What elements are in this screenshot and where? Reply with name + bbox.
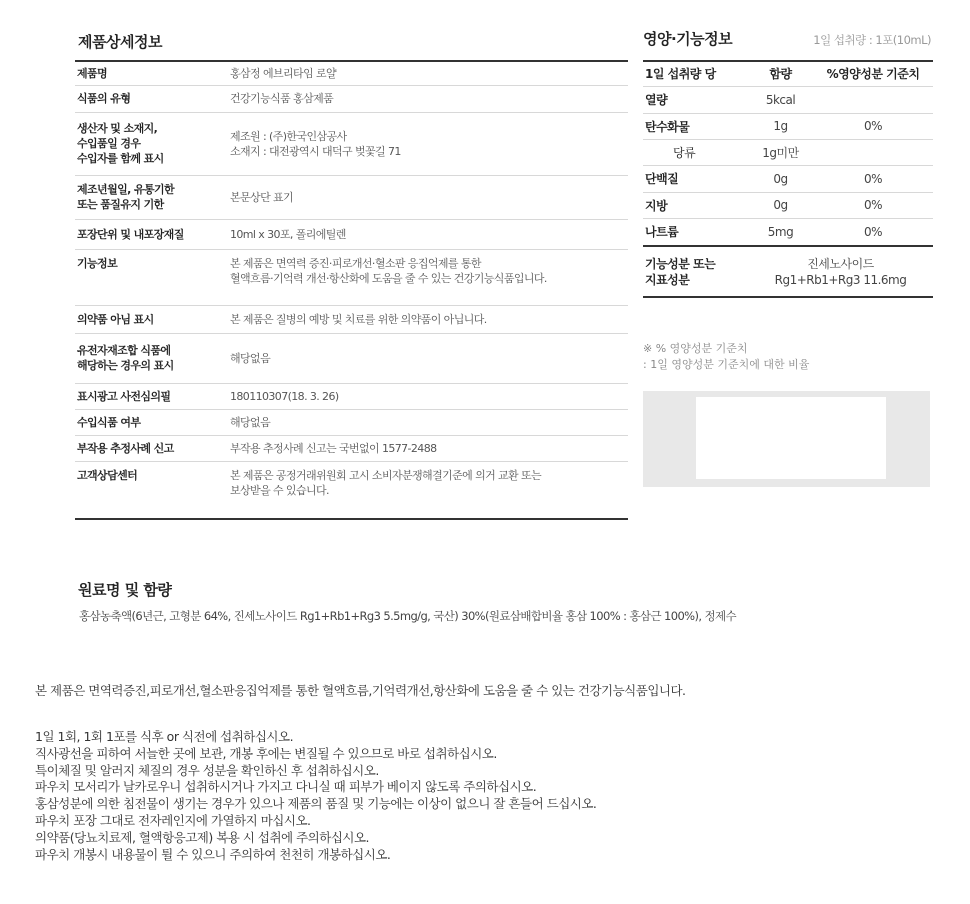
row-label: 부작용 추정사례 신고 (77, 441, 174, 455)
nutrient-amount: 5mg (767, 224, 794, 239)
product-info-table (75, 60, 628, 520)
nutrition-table (643, 60, 933, 298)
product-info-title: 제품상세정보 (78, 33, 162, 51)
usage-line: 특이체질 및 알러지 체질의 경우 성분을 확인하신 후 섭취하십시오. (35, 762, 379, 778)
nutrient-percent: 0% (863, 119, 883, 133)
nutrient-amount: 0g (773, 171, 788, 186)
ingredients-text: 홍삼농축액(6년근, 고형분 64%, 진세노사이드 Rg1+Rb1+Rg3 5.5mg/g, 국산) 30%(원료삼배합비율 홍삼 100% : 홍삼근 100%), 정제수 (79, 609, 737, 623)
nutrient-amount: 1g미만 (762, 145, 799, 160)
row-label: 제조년월일, 유통기한 또는 품질유지 기한 (77, 183, 175, 211)
table-row (643, 192, 933, 218)
product-description: 본 제품은 면역력증진,피로개선,혈소판응집억제를 통한 혈액흐름,기억력개선,항산화에 도움을 줄 수 있는 건강기능식품입니다. (35, 683, 686, 698)
row-value: 본문상단 표기 (230, 190, 294, 204)
table-row (643, 86, 933, 113)
table-row (643, 113, 933, 139)
nutrient-name: 당류 (673, 145, 696, 160)
nutrition-note: ※ % 영양성분 기준치 : 1일 영양성분 기준치에 대한 비율 (643, 342, 810, 371)
nutrient-amount: 5kcal (765, 92, 796, 107)
table-row (75, 112, 628, 175)
nutrient-percent (813, 86, 933, 113)
nutrition-header (643, 28, 933, 49)
functional-label: 기능성분 또는 지표성분 (645, 256, 716, 287)
nutrient-amount: 1g (773, 119, 788, 133)
table-row (75, 219, 628, 249)
table-row (75, 435, 628, 461)
functional-value: 진세노사이드 Rg1+Rb1+Rg3 11.6mg (774, 256, 907, 287)
row-value: 본 제품은 면역력 증진·피로개선·혈소판 응집억제를 통한 혈액흐름·기억력 개선·항산화에 도움을 줄 수 있는 건강기능식품입니다. (230, 256, 547, 285)
row-value: 해당없음 (230, 351, 271, 365)
serving-size: 1일 섭취량 : 1포(10mL) (813, 33, 931, 47)
table-row (75, 333, 628, 383)
row-value: 홍삼정 에브리타임 로얄 (230, 66, 337, 80)
usage-instructions (35, 729, 596, 863)
nutrient-percent (813, 139, 933, 165)
usage-line: 파우치 포장 그대로 전자레인지에 가열하지 마십시오. (35, 812, 311, 828)
table-row (75, 85, 628, 112)
table-row (75, 409, 628, 435)
table-header-row (643, 61, 933, 86)
nutrient-name: 단백질 (645, 172, 679, 186)
table-row (75, 305, 628, 333)
nutrient-name: 지방 (645, 198, 668, 213)
nutrient-percent: 0% (863, 224, 883, 239)
row-label: 기능정보 (77, 256, 118, 270)
nutrient-name: 나트륨 (645, 225, 679, 240)
nutrient-amount: 0g (773, 198, 788, 212)
nutrient-percent: 0% (863, 198, 883, 212)
usage-line: 직사광선을 피하여 서늘한 곳에 보관, 개봉 후에는 변질될 수 있으므로 바로 섭취하십시오. (35, 745, 497, 761)
nutrition-title: 영양·기능정보 (643, 30, 733, 48)
header-amount: 함량 (769, 67, 792, 82)
functional-row (643, 246, 933, 297)
row-label: 포장단위 및 내포장재질 (77, 227, 184, 241)
row-label: 의약품 아님 표시 (77, 312, 154, 326)
header-percent: %영양성분 기준치 (826, 67, 920, 82)
row-value: 해당없음 (230, 415, 271, 429)
nutrient-percent: 0% (863, 171, 883, 186)
table-row (75, 61, 628, 85)
row-label: 식품의 유형 (77, 92, 131, 105)
row-label: 제품명 (77, 66, 108, 80)
table-row (643, 218, 933, 246)
row-value: 10ml x 30포, 폴리에틸렌 (230, 227, 346, 241)
usage-line: 파우치 모서리가 날카로우니 섭취하시거나 가지고 다니실 때 피부가 베이지 않도록 주의하십시오. (35, 779, 537, 795)
row-label: 고객상담센터 (77, 468, 138, 482)
usage-line: 홍삼성분에 의한 침전물이 생기는 경우가 있으나 제품의 품질 및 기능에는 이상이 없으니 잘 흔들어 드십시오. (35, 796, 597, 812)
ingredients-title: 원료명 및 함량 (78, 581, 172, 599)
usage-line: 파우치 개봉시 내용물이 튈 수 있으니 주의하여 천천히 개봉하십시오. (35, 846, 391, 862)
header-serving: 1일 섭취량 당 (645, 67, 716, 82)
table-row (643, 165, 933, 192)
usage-line: 의약품(당뇨치료제, 혈액항응고제) 복용 시 섭취에 주의하십시오. (35, 829, 370, 845)
table-row (75, 461, 628, 519)
row-value: 제조원 : (주)한국인삼공사 소재지 : 대전광역시 대덕구 벚꽃길 71 (230, 129, 401, 158)
row-value: 본 제품은 공정거래위원회 고시 소비자분쟁해결기준에 의거 교환 또는 보상받을 수 있습니다. (230, 468, 542, 497)
table-row (75, 249, 628, 305)
row-label: 표시광고 사전심의필 (77, 389, 171, 403)
row-label: 유전자재조합 식품에 해당하는 경우의 표시 (77, 344, 174, 372)
image-placeholder-inner (696, 397, 886, 479)
table-row (75, 175, 628, 219)
row-value: 본 제품은 질병의 예방 및 치료를 위한 의약품이 아닙니다. (230, 312, 487, 326)
usage-line: 1일 1회, 1회 1포를 식후 or 식전에 섭취하십시오. (35, 729, 294, 744)
nutrient-name: 열량 (645, 93, 668, 107)
table-row (643, 139, 933, 165)
row-value: 건강기능식품 홍삼제품 (230, 92, 334, 105)
nutrient-name: 탄수화물 (645, 119, 690, 134)
table-row (75, 383, 628, 409)
row-label: 수입식품 여부 (77, 415, 141, 429)
row-value: 180110307(18. 3. 26) (230, 389, 339, 403)
row-label: 생산자 및 소재지, 수입품일 경우 수입자를 함께 표시 (77, 122, 164, 165)
image-placeholder (643, 391, 930, 487)
row-value: 부작용 추정사례 신고는 국번없이 1577-2488 (230, 441, 437, 455)
